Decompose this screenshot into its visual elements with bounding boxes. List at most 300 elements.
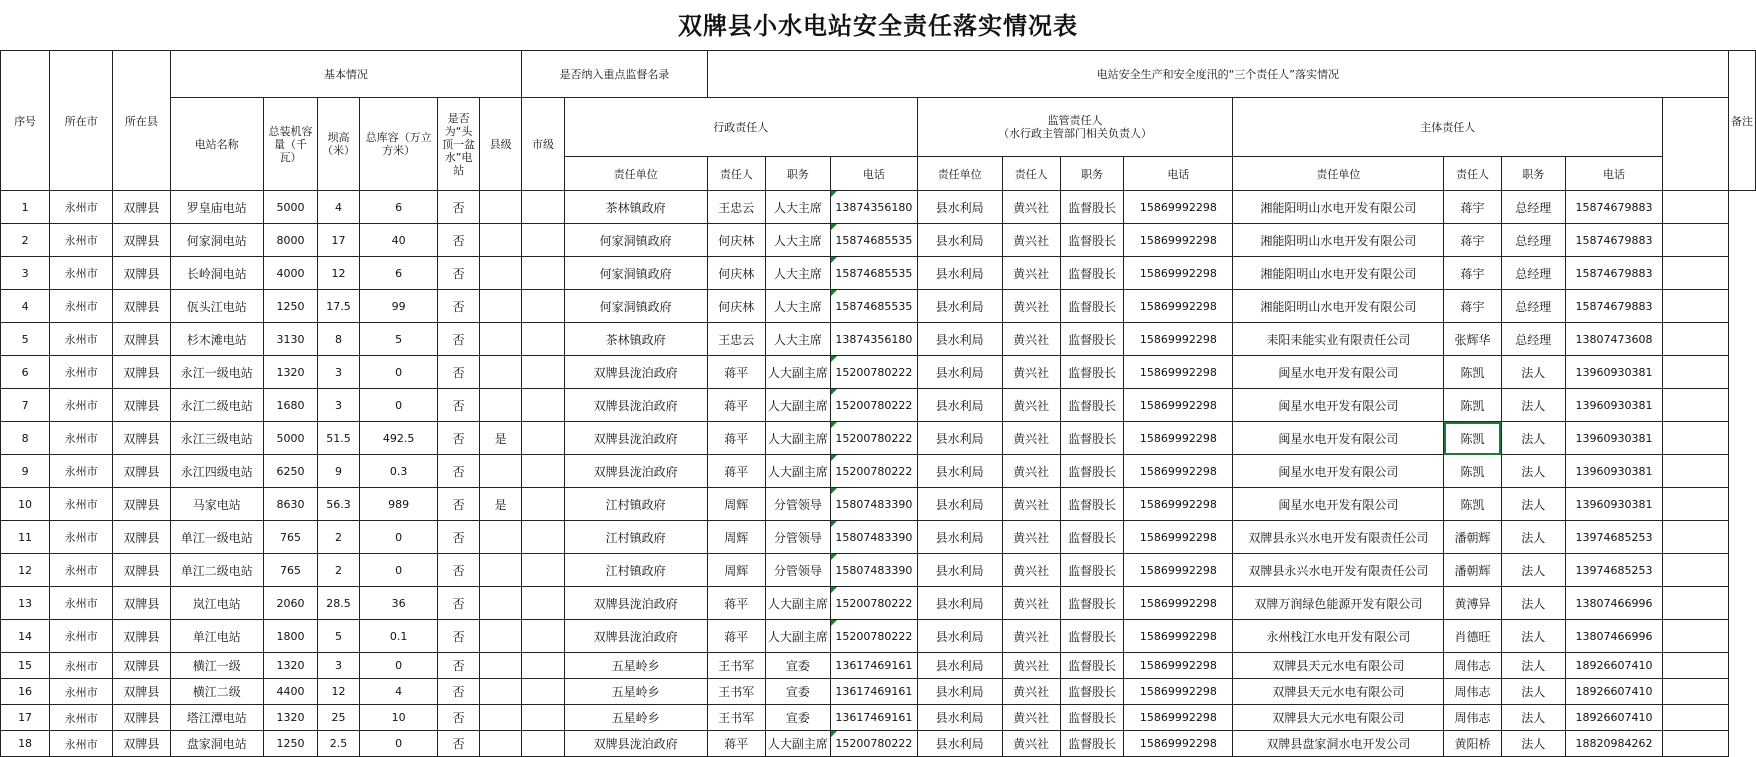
cell-supervise-post[interactable]: 监督股长	[1060, 653, 1124, 679]
cell-storage[interactable]: 6	[359, 191, 437, 224]
cell-supervise-phone[interactable]: 15869992298	[1124, 554, 1233, 587]
cell-county-level[interactable]	[479, 653, 521, 679]
cell-station[interactable]: 横江一级	[170, 653, 263, 679]
cell-main-post[interactable]: 法人	[1501, 488, 1565, 521]
cell-main-unit[interactable]: 闽星水电开发有限公司	[1233, 488, 1444, 521]
cell-supervise-person[interactable]: 黄兴社	[1002, 679, 1060, 705]
header-basic[interactable]: 基本情况	[170, 51, 522, 98]
cell-city[interactable]: 永州市	[50, 257, 113, 290]
cell-supervise-person[interactable]: 黄兴社	[1002, 554, 1060, 587]
cell-supervise-phone[interactable]: 15869992298	[1124, 705, 1233, 731]
cell-main-post[interactable]: 法人	[1501, 554, 1565, 587]
header-headwater[interactable]: 是否为“头顶一盆水”电站	[438, 98, 480, 191]
cell-main-phone[interactable]: 13960930381	[1565, 356, 1662, 389]
cell-main-phone[interactable]: 18926607410	[1565, 705, 1662, 731]
cell-headwater[interactable]: 否	[438, 679, 480, 705]
cell-admin-person[interactable]: 王忠云	[707, 323, 765, 356]
cell-supervise-post[interactable]: 监督股长	[1060, 705, 1124, 731]
cell-main-unit[interactable]: 双牌县盘家洞水电开发公司	[1233, 731, 1444, 757]
cell-main-person[interactable]: 陈凯	[1444, 488, 1501, 521]
cell-main-unit[interactable]: 双牌县天元水电有限公司	[1233, 679, 1444, 705]
cell-admin-person[interactable]: 周辉	[707, 488, 765, 521]
cell-city-level[interactable]	[522, 290, 564, 323]
cell-capacity[interactable]: 5000	[263, 422, 317, 455]
cell-county-level[interactable]	[479, 705, 521, 731]
cell-county[interactable]: 双牌县	[113, 731, 170, 757]
cell-capacity[interactable]: 1800	[263, 620, 317, 653]
cell-headwater[interactable]: 否	[438, 389, 480, 422]
cell-admin-unit[interactable]: 何家洞镇政府	[564, 257, 707, 290]
cell-main-unit[interactable]: 双牌县大元水电有限公司	[1233, 705, 1444, 731]
cell-station[interactable]: 永江二级电站	[170, 389, 263, 422]
cell-remark[interactable]	[1663, 488, 1729, 521]
cell-station[interactable]: 永江四级电站	[170, 455, 263, 488]
cell-supervise-unit[interactable]: 县水利局	[917, 587, 1002, 620]
cell-admin-person[interactable]: 王书军	[707, 679, 765, 705]
cell-main-post[interactable]: 总经理	[1501, 323, 1565, 356]
cell-remark[interactable]	[1663, 705, 1729, 731]
cell-county[interactable]: 双牌县	[113, 554, 170, 587]
cell-dam[interactable]: 4	[318, 191, 360, 224]
cell-supervise-unit[interactable]: 县水利局	[917, 356, 1002, 389]
cell-city-level[interactable]	[522, 653, 564, 679]
cell-city[interactable]: 永州市	[50, 323, 113, 356]
cell-supervise-phone[interactable]: 15869992298	[1124, 455, 1233, 488]
cell-main-phone[interactable]: 15874679883	[1565, 224, 1662, 257]
cell-admin-unit[interactable]: 双牌县泷泊政府	[564, 389, 707, 422]
cell-main-unit[interactable]: 双牌县天元水电有限公司	[1233, 653, 1444, 679]
cell-city[interactable]: 永州市	[50, 224, 113, 257]
cell-dam[interactable]: 3	[318, 356, 360, 389]
cell-seq[interactable]: 14	[1, 620, 50, 653]
cell-admin-unit[interactable]: 双牌县泷泊政府	[564, 620, 707, 653]
cell-admin-phone[interactable]: 15200780222	[830, 356, 917, 389]
cell-supervise-phone[interactable]: 15869992298	[1124, 587, 1233, 620]
cell-county[interactable]: 双牌县	[113, 705, 170, 731]
cell-county[interactable]: 双牌县	[113, 455, 170, 488]
cell-admin-phone[interactable]: 15200780222	[830, 389, 917, 422]
cell-supervise-unit[interactable]: 县水利局	[917, 731, 1002, 757]
cell-station[interactable]: 杉木滩电站	[170, 323, 263, 356]
cell-main-person[interactable]: 周伟志	[1444, 705, 1501, 731]
cell-city[interactable]: 永州市	[50, 191, 113, 224]
cell-capacity[interactable]: 5000	[263, 191, 317, 224]
cell-supervise-post[interactable]: 监督股长	[1060, 323, 1124, 356]
cell-admin-post[interactable]: 分管领导	[765, 521, 830, 554]
cell-supervise-unit[interactable]: 县水利局	[917, 521, 1002, 554]
cell-county-level[interactable]	[479, 554, 521, 587]
cell-dam[interactable]: 3	[318, 389, 360, 422]
cell-supervise-post[interactable]: 监督股长	[1060, 389, 1124, 422]
cell-supervise-post[interactable]: 监督股长	[1060, 554, 1124, 587]
cell-main-phone[interactable]: 13960930381	[1565, 422, 1662, 455]
cell-admin-post[interactable]: 人大副主席	[765, 389, 830, 422]
cell-headwater[interactable]: 否	[438, 422, 480, 455]
cell-admin-phone[interactable]: 15200780222	[830, 422, 917, 455]
cell-main-unit[interactable]: 闽星水电开发有限公司	[1233, 422, 1444, 455]
cell-admin-post[interactable]: 人大主席	[765, 257, 830, 290]
cell-storage[interactable]: 99	[359, 290, 437, 323]
cell-capacity[interactable]: 2060	[263, 587, 317, 620]
cell-headwater[interactable]: 否	[438, 521, 480, 554]
cell-city-level[interactable]	[522, 191, 564, 224]
cell-storage[interactable]: 492.5	[359, 422, 437, 455]
cell-station[interactable]: 永江一级电站	[170, 356, 263, 389]
cell-supervise-unit[interactable]: 县水利局	[917, 488, 1002, 521]
cell-seq[interactable]: 13	[1, 587, 50, 620]
cell-dam[interactable]: 28.5	[318, 587, 360, 620]
cell-main-post[interactable]: 法人	[1501, 356, 1565, 389]
cell-admin-person[interactable]: 王书军	[707, 705, 765, 731]
cell-capacity[interactable]: 1320	[263, 705, 317, 731]
cell-county-level[interactable]	[479, 356, 521, 389]
cell-admin-person[interactable]: 蒋平	[707, 455, 765, 488]
cell-capacity[interactable]: 1250	[263, 290, 317, 323]
cell-main-phone[interactable]: 13807473608	[1565, 323, 1662, 356]
cell-main-post[interactable]: 法人	[1501, 389, 1565, 422]
cell-admin-phone[interactable]: 15807483390	[830, 554, 917, 587]
cell-admin-phone[interactable]: 15200780222	[830, 620, 917, 653]
cell-county[interactable]: 双牌县	[113, 191, 170, 224]
cell-storage[interactable]: 4	[359, 679, 437, 705]
cell-supervise-person[interactable]: 黄兴社	[1002, 521, 1060, 554]
cell-county-level[interactable]	[479, 290, 521, 323]
cell-city-level[interactable]	[522, 389, 564, 422]
cell-headwater[interactable]: 否	[438, 323, 480, 356]
cell-city-level[interactable]	[522, 521, 564, 554]
header-seq[interactable]: 序号	[1, 51, 50, 191]
cell-supervise-phone[interactable]: 15869992298	[1124, 191, 1233, 224]
cell-main-phone[interactable]: 18926607410	[1565, 653, 1662, 679]
cell-supervise-unit[interactable]: 县水利局	[917, 389, 1002, 422]
cell-supervise-post[interactable]: 监督股长	[1060, 290, 1124, 323]
cell-remark[interactable]	[1663, 224, 1729, 257]
cell-city[interactable]: 永州市	[50, 422, 113, 455]
cell-admin-unit[interactable]: 茶林镇政府	[564, 191, 707, 224]
cell-admin-unit[interactable]: 江村镇政府	[564, 554, 707, 587]
cell-capacity[interactable]: 8000	[263, 224, 317, 257]
cell-main-phone[interactable]: 15874679883	[1565, 290, 1662, 323]
cell-admin-person[interactable]: 蒋平	[707, 731, 765, 757]
cell-admin-post[interactable]: 宣委	[765, 679, 830, 705]
cell-supervise-person[interactable]: 黄兴社	[1002, 620, 1060, 653]
cell-main-phone[interactable]: 13974685253	[1565, 521, 1662, 554]
cell-supervise-person[interactable]: 黄兴社	[1002, 731, 1060, 757]
cell-remark[interactable]	[1663, 290, 1729, 323]
cell-county-level[interactable]	[479, 521, 521, 554]
cell-city-level[interactable]	[522, 587, 564, 620]
header-main-post[interactable]: 职务	[1501, 157, 1565, 191]
cell-county[interactable]: 双牌县	[113, 653, 170, 679]
cell-main-phone[interactable]: 13960930381	[1565, 488, 1662, 521]
cell-supervise-post[interactable]: 监督股长	[1060, 257, 1124, 290]
cell-dam[interactable]: 56.3	[318, 488, 360, 521]
cell-admin-unit[interactable]: 何家洞镇政府	[564, 224, 707, 257]
header-supervise-phone[interactable]: 电话	[1124, 157, 1233, 191]
cell-county[interactable]: 双牌县	[113, 587, 170, 620]
cell-supervise-person[interactable]: 黄兴社	[1002, 653, 1060, 679]
cell-capacity[interactable]: 4400	[263, 679, 317, 705]
cell-county[interactable]: 双牌县	[113, 323, 170, 356]
header-station[interactable]: 电站名称	[170, 98, 263, 191]
cell-supervise-person[interactable]: 黄兴社	[1002, 257, 1060, 290]
cell-admin-person[interactable]: 王书军	[707, 653, 765, 679]
cell-main-person[interactable]: 潘朝辉	[1444, 521, 1501, 554]
header-supervise-post[interactable]: 职务	[1060, 157, 1124, 191]
cell-storage[interactable]: 10	[359, 705, 437, 731]
cell-city-level[interactable]	[522, 224, 564, 257]
cell-headwater[interactable]: 否	[438, 705, 480, 731]
cell-remark[interactable]	[1663, 389, 1729, 422]
cell-admin-person[interactable]: 蒋平	[707, 422, 765, 455]
cell-station[interactable]: 永江三级电站	[170, 422, 263, 455]
cell-main-post[interactable]: 法人	[1501, 705, 1565, 731]
header-admin-unit[interactable]: 责任单位	[564, 157, 707, 191]
header-supervise-person[interactable]: 责任人	[1002, 157, 1060, 191]
cell-dam[interactable]: 12	[318, 679, 360, 705]
cell-city[interactable]: 永州市	[50, 290, 113, 323]
cell-supervise-person[interactable]: 黄兴社	[1002, 389, 1060, 422]
cell-main-post[interactable]: 法人	[1501, 422, 1565, 455]
cell-admin-person[interactable]: 蒋平	[707, 389, 765, 422]
cell-supervise-phone[interactable]: 15869992298	[1124, 422, 1233, 455]
cell-remark[interactable]	[1663, 323, 1729, 356]
cell-admin-unit[interactable]: 江村镇政府	[564, 521, 707, 554]
cell-seq[interactable]: 2	[1, 224, 50, 257]
cell-county[interactable]: 双牌县	[113, 521, 170, 554]
cell-main-post[interactable]: 法人	[1501, 653, 1565, 679]
cell-admin-post[interactable]: 分管领导	[765, 554, 830, 587]
cell-main-person[interactable]: 陈凯	[1444, 455, 1501, 488]
cell-main-person[interactable]: 陈凯	[1444, 389, 1501, 422]
cell-seq[interactable]: 6	[1, 356, 50, 389]
cell-seq[interactable]: 1	[1, 191, 50, 224]
cell-storage[interactable]: 36	[359, 587, 437, 620]
cell-main-unit[interactable]: 闽星水电开发有限公司	[1233, 356, 1444, 389]
cell-county[interactable]: 双牌县	[113, 224, 170, 257]
cell-admin-post[interactable]: 人大副主席	[765, 356, 830, 389]
cell-admin-person[interactable]: 何庆林	[707, 257, 765, 290]
cell-dam[interactable]: 9	[318, 455, 360, 488]
cell-supervise-post[interactable]: 监督股长	[1060, 422, 1124, 455]
cell-supervise-unit[interactable]: 县水利局	[917, 290, 1002, 323]
cell-headwater[interactable]: 否	[438, 620, 480, 653]
cell-remark[interactable]	[1663, 356, 1729, 389]
cell-capacity[interactable]: 765	[263, 521, 317, 554]
cell-capacity[interactable]: 1680	[263, 389, 317, 422]
cell-supervise-phone[interactable]: 15869992298	[1124, 653, 1233, 679]
cell-remark[interactable]	[1663, 455, 1729, 488]
cell-county[interactable]: 双牌县	[113, 257, 170, 290]
cell-main-unit[interactable]: 湘能阳明山水电开发有限公司	[1233, 290, 1444, 323]
cell-city[interactable]: 永州市	[50, 455, 113, 488]
cell-remark[interactable]	[1663, 554, 1729, 587]
cell-storage[interactable]: 0.1	[359, 620, 437, 653]
header-main-person[interactable]: 责任人	[1444, 157, 1501, 191]
cell-remark[interactable]	[1663, 257, 1729, 290]
cell-city-level[interactable]	[522, 455, 564, 488]
cell-main-post[interactable]: 法人	[1501, 679, 1565, 705]
cell-storage[interactable]: 0	[359, 356, 437, 389]
cell-admin-unit[interactable]: 双牌县泷泊政府	[564, 422, 707, 455]
cell-supervise-person[interactable]: 黄兴社	[1002, 191, 1060, 224]
cell-headwater[interactable]: 否	[438, 356, 480, 389]
cell-storage[interactable]: 989	[359, 488, 437, 521]
cell-station[interactable]: 单江电站	[170, 620, 263, 653]
cell-city-level[interactable]	[522, 620, 564, 653]
cell-main-person[interactable]: 周伟志	[1444, 679, 1501, 705]
cell-main-post[interactable]: 法人	[1501, 455, 1565, 488]
header-county-level[interactable]: 县级	[479, 98, 521, 191]
cell-main-post[interactable]: 总经理	[1501, 290, 1565, 323]
cell-capacity[interactable]: 3130	[263, 323, 317, 356]
cell-county-level[interactable]	[479, 587, 521, 620]
cell-admin-phone[interactable]: 13617469161	[830, 653, 917, 679]
cell-supervise-person[interactable]: 黄兴社	[1002, 290, 1060, 323]
cell-seq[interactable]: 7	[1, 389, 50, 422]
cell-dam[interactable]: 2.5	[318, 731, 360, 757]
cell-main-post[interactable]: 总经理	[1501, 224, 1565, 257]
cell-admin-unit[interactable]: 五星岭乡	[564, 679, 707, 705]
cell-headwater[interactable]: 否	[438, 257, 480, 290]
header-admin-person[interactable]: 责任人	[707, 157, 765, 191]
cell-admin-person[interactable]: 何庆林	[707, 224, 765, 257]
cell-supervise-person[interactable]: 黄兴社	[1002, 323, 1060, 356]
cell-seq[interactable]: 12	[1, 554, 50, 587]
cell-city-level[interactable]	[522, 705, 564, 731]
cell-county[interactable]: 双牌县	[113, 389, 170, 422]
cell-supervise-phone[interactable]: 15869992298	[1124, 323, 1233, 356]
cell-remark[interactable]	[1663, 653, 1729, 679]
header-storage[interactable]: 总库容（万立方米）	[359, 98, 437, 191]
cell-supervise-person[interactable]: 黄兴社	[1002, 705, 1060, 731]
cell-main-person[interactable]: 陈凯	[1444, 356, 1501, 389]
cell-main-phone[interactable]: 13960930381	[1565, 455, 1662, 488]
header-admin[interactable]: 行政责任人	[564, 98, 917, 157]
cell-city-level[interactable]	[522, 356, 564, 389]
cell-station[interactable]: 单江二级电站	[170, 554, 263, 587]
cell-city[interactable]: 永州市	[50, 679, 113, 705]
cell-admin-unit[interactable]: 江村镇政府	[564, 488, 707, 521]
cell-admin-phone[interactable]: 13617469161	[830, 679, 917, 705]
cell-supervise-phone[interactable]: 15869992298	[1124, 356, 1233, 389]
cell-supervise-phone[interactable]: 15869992298	[1124, 389, 1233, 422]
cell-county[interactable]: 双牌县	[113, 422, 170, 455]
cell-seq[interactable]: 10	[1, 488, 50, 521]
cell-main-unit[interactable]: 闽星水电开发有限公司	[1233, 455, 1444, 488]
cell-supervise-phone[interactable]: 15869992298	[1124, 679, 1233, 705]
cell-main-post[interactable]: 法人	[1501, 587, 1565, 620]
cell-supervise-post[interactable]: 监督股长	[1060, 356, 1124, 389]
cell-main-post[interactable]: 法人	[1501, 620, 1565, 653]
cell-main-phone[interactable]: 13960930381	[1565, 389, 1662, 422]
cell-admin-post[interactable]: 宣委	[765, 653, 830, 679]
cell-capacity[interactable]: 1250	[263, 731, 317, 757]
cell-admin-post[interactable]: 人大副主席	[765, 422, 830, 455]
cell-storage[interactable]: 0	[359, 731, 437, 757]
header-city[interactable]: 所在市	[50, 51, 113, 191]
header-admin-phone[interactable]: 电话	[830, 157, 917, 191]
cell-dam[interactable]: 17.5	[318, 290, 360, 323]
cell-admin-post[interactable]: 人大主席	[765, 323, 830, 356]
header-supervise-unit[interactable]: 责任单位	[917, 157, 1002, 191]
cell-main-person[interactable]: 张辉华	[1444, 323, 1501, 356]
cell-admin-phone[interactable]: 13874356180	[830, 191, 917, 224]
cell-admin-phone[interactable]: 13617469161	[830, 705, 917, 731]
header-supervise[interactable]	[917, 98, 1233, 157]
cell-admin-post[interactable]: 人大副主席	[765, 620, 830, 653]
cell-supervise-post[interactable]: 监督股长	[1060, 731, 1124, 757]
cell-main-unit[interactable]: 湘能阳明山水电开发有限公司	[1233, 257, 1444, 290]
cell-supervise-unit[interactable]: 县水利局	[917, 224, 1002, 257]
cell-county-level[interactable]	[479, 455, 521, 488]
cell-supervise-unit[interactable]: 县水利局	[917, 554, 1002, 587]
cell-admin-unit[interactable]: 双牌县泷泊政府	[564, 356, 707, 389]
cell-seq[interactable]: 18	[1, 731, 50, 757]
cell-county-level[interactable]	[479, 224, 521, 257]
cell-remark[interactable]	[1663, 422, 1729, 455]
cell-supervise-unit[interactable]: 县水利局	[917, 679, 1002, 705]
cell-seq[interactable]: 4	[1, 290, 50, 323]
cell-remark[interactable]	[1663, 620, 1729, 653]
cell-admin-unit[interactable]: 何家洞镇政府	[564, 290, 707, 323]
cell-county-level[interactable]	[479, 679, 521, 705]
cell-supervise-person[interactable]: 黄兴社	[1002, 587, 1060, 620]
cell-city[interactable]: 永州市	[50, 389, 113, 422]
cell-admin-phone[interactable]: 15200780222	[830, 455, 917, 488]
cell-main-post[interactable]: 法人	[1501, 521, 1565, 554]
cell-admin-phone[interactable]: 15807483390	[830, 488, 917, 521]
cell-supervise-post[interactable]: 监督股长	[1060, 679, 1124, 705]
cell-city[interactable]: 永州市	[50, 620, 113, 653]
cell-capacity[interactable]: 8630	[263, 488, 317, 521]
cell-admin-unit[interactable]: 茶林镇政府	[564, 323, 707, 356]
cell-main-phone[interactable]: 13807466996	[1565, 587, 1662, 620]
cell-admin-post[interactable]: 人大主席	[765, 191, 830, 224]
header-capacity[interactable]: 总装机容量（千瓦）	[263, 98, 317, 191]
header-admin-post[interactable]: 职务	[765, 157, 830, 191]
cell-admin-person[interactable]: 周辉	[707, 554, 765, 587]
cell-county-level[interactable]: 是	[479, 488, 521, 521]
cell-supervise-unit[interactable]: 县水利局	[917, 620, 1002, 653]
cell-admin-phone[interactable]: 15874685535	[830, 224, 917, 257]
cell-seq[interactable]: 8	[1, 422, 50, 455]
cell-capacity[interactable]: 1320	[263, 653, 317, 679]
cell-capacity[interactable]: 1320	[263, 356, 317, 389]
cell-seq[interactable]: 17	[1, 705, 50, 731]
cell-storage[interactable]: 6	[359, 257, 437, 290]
cell-county[interactable]: 双牌县	[113, 356, 170, 389]
cell-city[interactable]: 永州市	[50, 356, 113, 389]
cell-admin-phone[interactable]: 13874356180	[830, 323, 917, 356]
cell-headwater[interactable]: 否	[438, 554, 480, 587]
cell-supervise-unit[interactable]: 县水利局	[917, 705, 1002, 731]
cell-admin-unit[interactable]: 五星岭乡	[564, 653, 707, 679]
cell-supervise-unit[interactable]: 县水利局	[917, 257, 1002, 290]
cell-admin-post[interactable]: 人大主席	[765, 290, 830, 323]
cell-supervise-post[interactable]: 监督股长	[1060, 191, 1124, 224]
cell-admin-unit[interactable]: 双牌县泷泊政府	[564, 731, 707, 757]
cell-admin-phone[interactable]: 15874685535	[830, 257, 917, 290]
cell-dam[interactable]: 2	[318, 521, 360, 554]
cell-county-level[interactable]: 是	[479, 422, 521, 455]
cell-storage[interactable]: 0	[359, 521, 437, 554]
cell-admin-phone[interactable]: 15807483390	[830, 521, 917, 554]
cell-main-unit[interactable]: 双牌县永兴水电开发有限责任公司	[1233, 554, 1444, 587]
cell-station[interactable]: 何家洞电站	[170, 224, 263, 257]
cell-county[interactable]: 双牌县	[113, 290, 170, 323]
cell-supervise-unit[interactable]: 县水利局	[917, 455, 1002, 488]
